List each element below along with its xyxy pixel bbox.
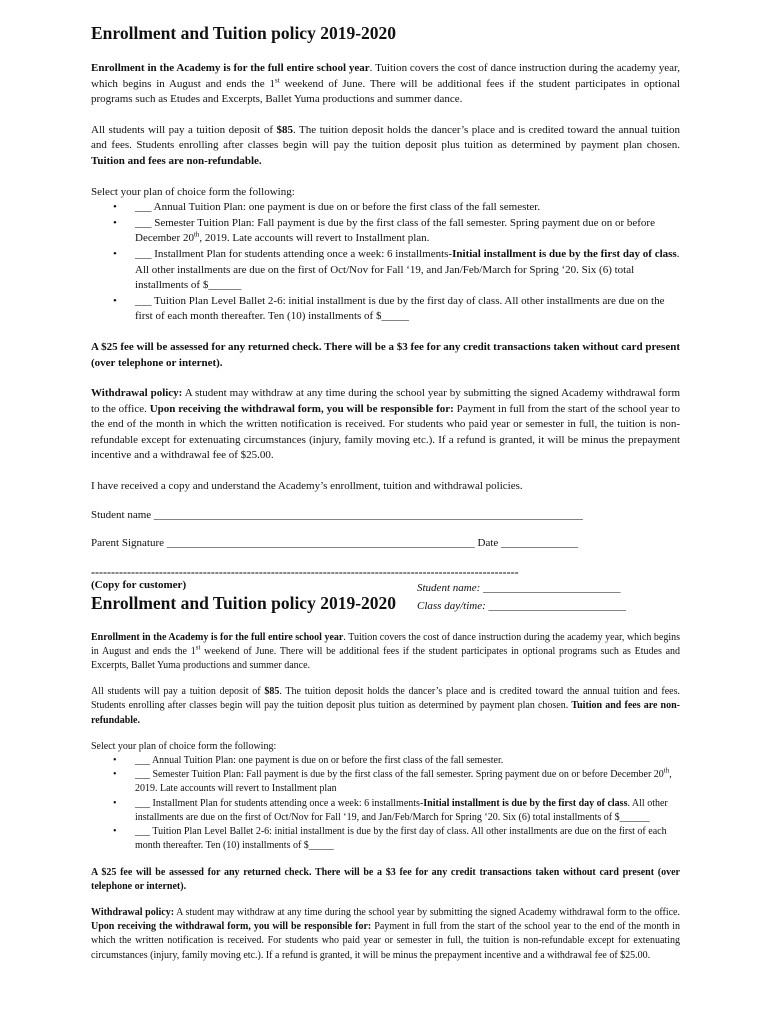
bullet-icon: •: [113, 216, 117, 229]
page-title: Enrollment and Tuition policy 2019-2020: [91, 23, 397, 43]
c-withdrawal-paragraph: Withdrawal policy: A student may withdraw at any time during the school year by submitting the signed Academy withdrawal form to the office. Upon receiving the withdrawal form, you will be responsible for: Payment in full from the start of the school year to the end of the month in which the written notification is received. For students who paid year or semester in full, the tuition is non-refundable except for extenuating circumstances (injury, family moving etc.). If a refund is granted, it will be minus the prepayment incentive and a withdrawal fee of $25.00.: [91, 906, 680, 961]
bullet-icon: •: [113, 294, 117, 307]
cust-student-name-field[interactable]: _________________________: [482, 581, 621, 594]
cust-student-name-label: Student name:: [417, 581, 481, 594]
customer-fields: [417, 579, 626, 615]
plan-installment[interactable]: • ___ Installment Plan for students attending once a week: 6 installments-Initial installment is due by the first day of class. All other installments are due on the first of Oct/Nov for Fall ‘19, and Jan/Feb/March for Spring ‘20. Six (6) total installments of $______: [113, 247, 680, 292]
c-plan-intro: Select your plan of choice form the following:: [91, 740, 277, 752]
acknowledgement: I have received a copy and understand the Academy’s enrollment, tuition and withdrawal policies.: [91, 480, 523, 493]
parent-signature-field[interactable]: Parent Signature ________________________________________________________ Date ______________: [91, 536, 579, 549]
enrollment-lead: Enrollment in the Academy is for the full entire school year: [91, 62, 370, 74]
bullet-icon: •: [113, 755, 117, 767]
deposit-amount: $85: [276, 123, 293, 136]
bullet-icon: •: [113, 797, 117, 809]
customer-copy: [91, 631, 680, 963]
c-enrollment-paragraph: Enrollment in the Academy is for the full entire school year. Tuition covers the cost of dance instruction during the academy year, which begins in August and ends the 1st weekend of June. There will be additional fees if the student participates in optional programs such as Etudes and Excerpts, Ballet Yuma productions and summer dance.: [91, 631, 681, 672]
c-fee-note: A $25 fee will be assessed for any returned check. There will be a $3 fee for any credit transactions taken without card present (over telephone or internet).: [91, 866, 680, 892]
fee-note: A $25 fee will be assessed for any returned check. There will be a $3 fee for any credit transactions taken without card present (over telephone or internet).: [91, 340, 680, 369]
c-plan-installment[interactable]: • ___ Installment Plan for students attending once a week: 6 installments-Initial installment is due by the first day of class. All other installments are due on the first of Oct/Nov for Fall ‘19, and Jan/Feb/March for Spring ‘20. Six (6) total installments of $______: [113, 797, 668, 823]
customer-copy-header: [91, 579, 680, 621]
bullet-icon: •: [113, 247, 117, 260]
c-plan-annual[interactable]: • ___ Annual Tuition Plan: one payment is due on or before the first class of the fall semester.: [91, 754, 680, 768]
c-deposit-paragraph: All students will pay a tuition deposit of $85. The tuition deposit holds the dancer’s place and is credited toward the annual tuition and fees. Students enrolling after classes begin will pay the tuition deposit plus tuition as determined by payment plan chosen. Tuition and fees are non-refundable.: [91, 686, 680, 726]
cust-class-field[interactable]: _________________________: [488, 599, 626, 612]
deposit-paragraph: All students will pay a tuition deposit of $85. The tuition deposit holds the dancer’s place and is credited toward the annual tuition and fees. Students enrolling after classes begin will pay the tuition deposit plus tuition as determined by payment plan chosen. Tuition and fees are non-refundable.: [91, 123, 680, 167]
c-plan-semester[interactable]: • ___ Semester Tuition Plan: Fall payment is due by the first class of the fall semester. Spring payment due on or before December 20th, 2019. Late accounts will revert to Installment plan: [113, 766, 672, 795]
bullet-icon: •: [113, 769, 117, 781]
c-plan-list: [91, 754, 680, 853]
cut-line: -----------------------------------------------------------------------------------------------------------: [91, 564, 519, 579]
bullet-icon: •: [113, 826, 117, 838]
plan-semester[interactable]: • ___ Semester Tuition Plan: Fall payment is due by the first class of the fall semester. Spring payment due on or before December 20th, 2019. Late accounts will revert to Installment plan.: [113, 216, 655, 245]
student-name-field[interactable]: Student name ______________________________________________________________________________: [91, 508, 583, 521]
enrollment-paragraph: Enrollment in the Academy is for the full entire school year. Tuition covers the cost of dance instruction during the academy year, which begins in August and ends the 1st weekend of June. There will be additional fees if the student participates in optional programs such as Etudes and Excerpts, Ballet Yuma productions and summer dance.: [91, 62, 680, 106]
plan-ballet[interactable]: • ___ Tuition Plan Level Ballet 2-6: initial installment is due by the first day of class. All other installments are due on the first of each month thereafter. Ten (10) installments of $_____: [113, 294, 665, 323]
copy-label: (Copy for customer): [91, 578, 187, 591]
bullet-icon: •: [113, 201, 117, 214]
plan-list: [91, 200, 680, 325]
plan-intro: Select your plan of choice form the following:: [91, 185, 295, 198]
cust-class-label: Class day/time:: [417, 599, 486, 612]
copy-title: Enrollment and Tuition policy 2019-2020: [91, 592, 397, 613]
plan-annual[interactable]: • ___ Annual Tuition Plan: one payment is due on or before the first class of the fall semester.: [91, 200, 680, 216]
withdrawal-paragraph: Withdrawal policy: A student may withdraw at any time during the school year by submitting the signed Academy withdrawal form to the office. Upon receiving the withdrawal form, you will be responsible for: Payment in full from the start of the school year to the end of the month in which the written notification is received. For students who paid year or semester in full, the tuition is non-refundable except for extenuating circumstances (injury, family moving etc.). If a refund is granted, it will be minus the prepayment incentive and a withdrawal fee of $25.00.: [91, 387, 680, 462]
c-plan-ballet[interactable]: • ___ Tuition Plan Level Ballet 2-6: initial installment is due by the first day of class. All other installments are due on the first of each month thereafter. Ten (10) installments of $_____: [113, 826, 667, 852]
